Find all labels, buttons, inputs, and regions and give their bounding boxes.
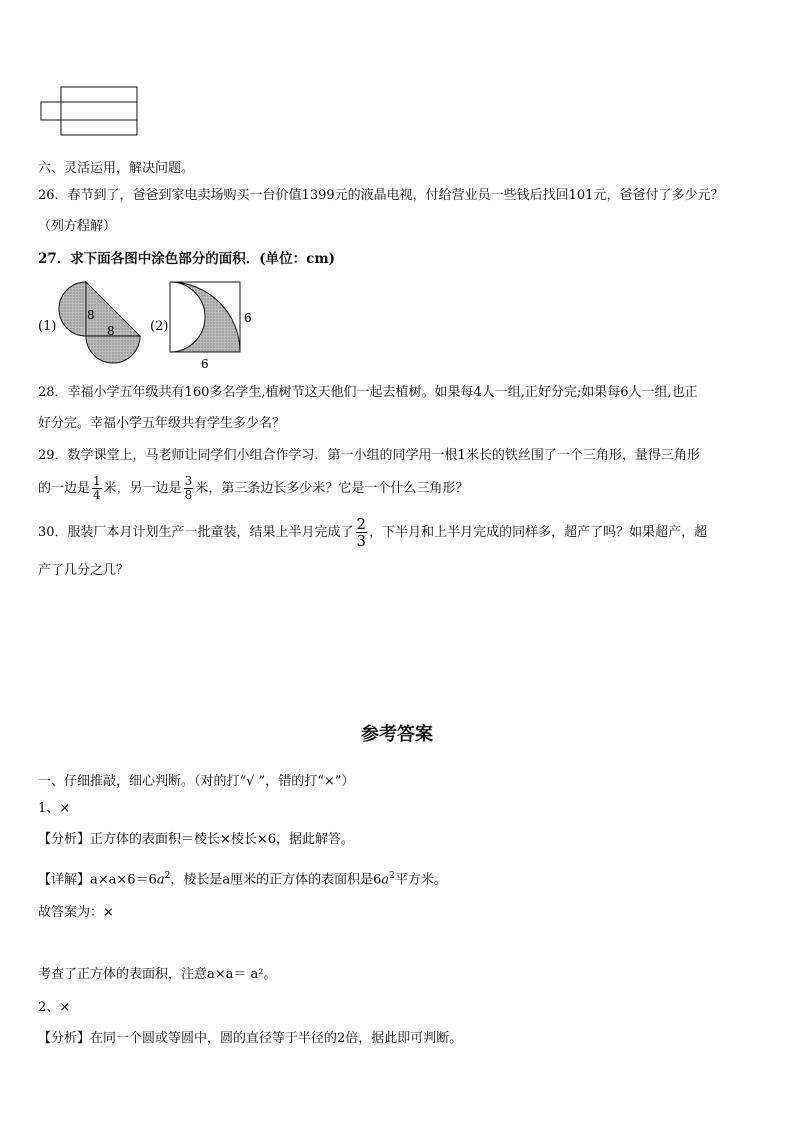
answer-1-detail: 【详解】$a\times a\times 6=6a^2$，棱长是a厘米的正方体的表面积是$6a^2$平方米。 [38,871,447,888]
q27-text: 27．求下面各图中涂色部分的面积．(单位：cm) [38,251,336,267]
q26-note: （列方程解） [38,219,117,234]
answer-2-analysis: 【分析】在同一个圆或等圆中，圆的直径等于半径的2倍，据此即可判断。 [38,1031,463,1046]
q27-fig1-dim-a: 8 [87,308,95,322]
q30-fraction: $\frac{2}{3}$ [356,515,367,550]
q27-fig2-bottom: 6 [201,357,209,371]
q29-fraction-2: $\frac{3}{8}$ [184,474,193,502]
q28-line1: 28．幸福小学五年级共有160多名学生,植树节这天他们一起去植树。如果每4人一组,正好分完;如果每6人一组,也正 [38,385,698,400]
q27-fig2-label: (2) [150,319,169,334]
q29-fraction-1: $\frac{1}{4}$ [93,474,101,502]
q29-line2: 的一边是 $\frac{1}{4}$ 米，另一边是 $\frac{3}{8}$ 米，第三条边长多少米？它是一个什么三角形？ [38,474,469,502]
answer-1-number: 1、× [38,801,71,816]
q27-fig1-label: (1) [38,319,57,334]
q26-text: 26．春节到了，爸爸到家电卖场购买一台价值1399元的液晶电视，付给营业员一些钱后找回101元，爸爸付了多少元？ [38,188,724,203]
q27-fig1-dim-b: 8 [107,324,115,338]
answer-1-comment: 考查了正方体的表面积，注意a×a＝ a²。 [38,967,277,982]
answer-1-analysis: 【分析】正方体的表面积＝棱长×棱长×6，据此解答。 [38,832,355,847]
q27-figure-1 [55,280,147,376]
answer-2-number: 2、× [38,1000,71,1015]
q30-line2: 产了几分之几？ [38,563,130,578]
cuboid-net-figure [40,86,140,138]
answers-section1: 一、仔细推敲，细心判断。（对的打“√ ”，错的打“×”） [38,774,355,789]
q29-line1: 29．数学课堂上，马老师让同学们小组合作学习．第一小组的同学用一根1米长的铁丝围了一个三角形，量得三角形 [38,448,700,463]
q28-line2: 好分完。幸福小学五年级共有学生多少名？ [38,416,286,431]
answers-title: 参考答案 [361,724,433,745]
q27-fig2-side: 6 [244,311,252,325]
q27-figure-2 [168,280,258,372]
answer-1-result: 故答案为：× [38,905,114,920]
q30-line1: 30．服装厂本月计划生产一批童装，结果上半月完成了 $\frac{2}{3}$ ，下半月和上半月完成的同样多，超产了吗？如果超产，超 [38,515,708,550]
section6-heading: 六、灵活运用，解决问题。 [38,161,195,176]
